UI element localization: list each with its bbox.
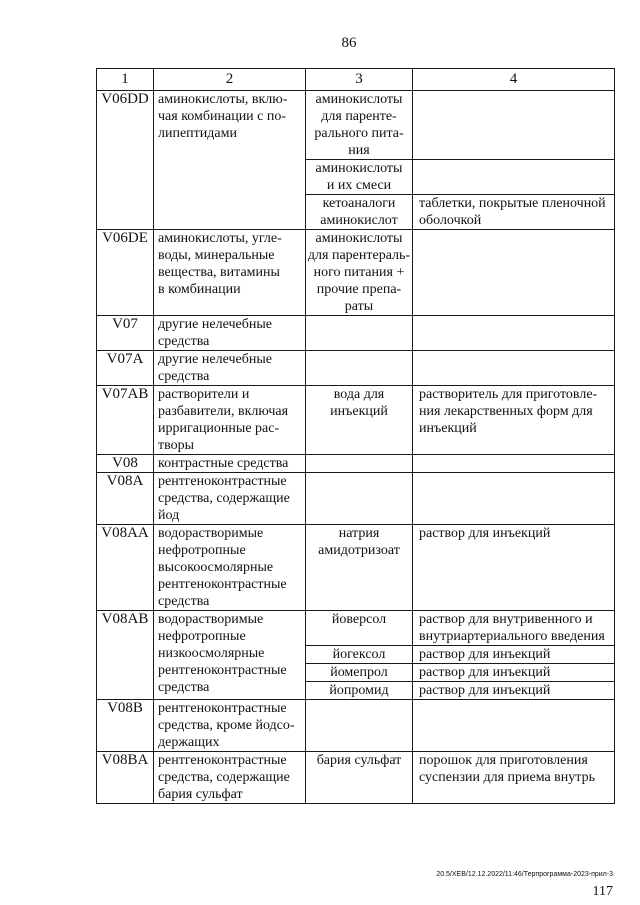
cell-text-line: V06DE [102, 230, 148, 246]
group-name-cell [154, 91, 306, 230]
dosage-form-cell [413, 230, 615, 316]
cell-text-line: контрастные средства [158, 456, 289, 471]
dosage-form-cell [413, 525, 615, 611]
drug-name-cell [306, 455, 413, 473]
dosage-form-cell [413, 386, 615, 455]
cell-text-line: кетоаналоги [322, 196, 396, 211]
cell-text-line: липептидами [158, 126, 237, 141]
cell-text-line: вещества, витамины [158, 265, 280, 280]
atc-code-cell [97, 91, 154, 230]
drug-name-cell [306, 752, 413, 804]
cell-text-line: раствор для инъекций [419, 665, 551, 680]
group-name-cell [154, 230, 306, 316]
sheet-number: 117 [592, 884, 613, 899]
cell-text-line: V07A [106, 351, 144, 367]
cell-text-line: V06DD [101, 91, 149, 107]
cell-text-line: разбавители, включая [158, 404, 289, 419]
cell-text-line: аминокислоты [315, 92, 403, 107]
dosage-form-cell [413, 700, 615, 752]
atc-code-cell [97, 473, 154, 525]
cell-text-line: средства [158, 334, 210, 349]
dosage-form-cell [413, 664, 615, 682]
cell-text-line: водорастворимые [158, 612, 264, 627]
cell-text-line: аминокислоты, угле- [158, 231, 282, 246]
group-name-cell [154, 455, 306, 473]
drug-name-cell [306, 91, 413, 160]
cell-text-line: V07AB [101, 386, 149, 402]
cell-text-line: для парентераль- [307, 248, 411, 263]
cell-text-line: чая комбинации с по- [158, 109, 287, 124]
drug-classification-table [96, 68, 615, 804]
cell-text-line: для паренте- [321, 109, 397, 124]
drug-name-cell [306, 525, 413, 611]
group-name-cell [154, 351, 306, 386]
column-header-group: 2 [154, 69, 306, 91]
cell-text-line: V07 [112, 316, 138, 332]
cell-text-line: ирригационные рас- [158, 421, 280, 436]
atc-code-cell [97, 700, 154, 752]
cell-text-line: растворитель для приготовле- [419, 387, 598, 402]
table-row [97, 611, 615, 646]
drug-name-cell [306, 195, 413, 230]
cell-text-line: водорастворимые [158, 526, 264, 541]
cell-text-line: рентгеноконтрастные [158, 577, 287, 592]
cell-text-line: V08AB [101, 611, 149, 627]
document-stamp: 20.5/ХЕВ/12.12.2022/11:46/Терпрограмма-2023-прил-3 [436, 871, 613, 878]
dosage-form-cell [413, 646, 615, 664]
cell-text-line: творы [158, 438, 195, 453]
table-body [97, 91, 615, 804]
cell-text-line: раствор для инъекций [419, 683, 551, 698]
page-number: 86 [341, 35, 357, 51]
dosage-form-cell [413, 611, 615, 646]
drug-name-cell [306, 700, 413, 752]
cell-text-line: аминокислот [320, 213, 398, 228]
drug-name-cell [306, 473, 413, 525]
dosage-form-cell [413, 316, 615, 351]
dosage-form-cell [413, 195, 615, 230]
group-name-cell [154, 473, 306, 525]
cell-text-line: средства, кроме йодсо- [158, 718, 295, 733]
group-name-cell [154, 611, 306, 700]
table-row [97, 230, 615, 316]
atc-code-cell [97, 386, 154, 455]
cell-text-line: V08BA [101, 752, 149, 768]
group-name-cell [154, 386, 306, 455]
cell-text-line: воды, минеральные [158, 248, 275, 263]
cell-text-line: высокоосмолярные [158, 560, 274, 575]
header-row [97, 69, 615, 91]
cell-text-line: средства, содержащие [158, 770, 290, 785]
drug-name-cell [306, 646, 413, 664]
cell-text-line: средства [158, 680, 210, 695]
cell-text-line: инъекций [330, 404, 388, 419]
cell-text-line: натрия [338, 526, 380, 541]
cell-text-line: раствор для инъекций [419, 647, 551, 662]
column-header-drug: 3 [306, 69, 413, 91]
dosage-form-cell [413, 682, 615, 700]
cell-text-line: рального пита- [314, 126, 404, 141]
table-row [97, 700, 615, 752]
cell-text-line: держащих [158, 735, 220, 750]
cell-text-line: ного питания + [313, 265, 405, 280]
drug-name-cell [306, 664, 413, 682]
table-row [97, 473, 615, 525]
cell-text-line: нефротропные [158, 543, 246, 558]
atc-code-cell [97, 351, 154, 386]
drug-name-cell [306, 611, 413, 646]
drug-name-cell [306, 386, 413, 455]
table-row [97, 525, 615, 611]
atc-code-cell [97, 525, 154, 611]
group-name-cell [154, 525, 306, 611]
cell-text-line: инъекций [419, 421, 477, 436]
cell-text-line: другие нелечебные [158, 352, 272, 367]
column-header-form: 4 [413, 69, 615, 91]
cell-text-line: йогексол [332, 647, 386, 662]
cell-text-line: йод [158, 508, 180, 523]
dosage-form-cell [413, 455, 615, 473]
cell-text-line: таблетки, покрытые пленочной [419, 196, 606, 211]
group-name-cell [154, 316, 306, 351]
cell-text-line: средства [158, 369, 210, 384]
cell-text-line: рентгеноконтрастные [158, 663, 287, 678]
table-row [97, 316, 615, 351]
cell-text-line: средства, содержащие [158, 491, 290, 506]
cell-text-line: рентгеноконтрастные [158, 701, 287, 716]
cell-text-line: растворители и [158, 387, 250, 402]
atc-code-cell [97, 611, 154, 700]
cell-text-line: вода для [333, 387, 385, 402]
drug-name-cell [306, 160, 413, 195]
cell-text-line: йоверсол [331, 612, 387, 627]
cell-text-line: V08B [107, 700, 143, 716]
drug-name-cell [306, 682, 413, 700]
cell-text-line: бария сульфат [316, 753, 402, 768]
cell-text-line: средства [158, 594, 210, 609]
cell-text-line: ния [348, 143, 370, 158]
drug-name-cell [306, 316, 413, 351]
cell-text-line: в комбинации [158, 282, 241, 297]
atc-code-cell [97, 316, 154, 351]
atc-code-cell [97, 230, 154, 316]
dosage-form-cell [413, 160, 615, 195]
cell-text-line: рентгеноконтрастные [158, 753, 287, 768]
cell-text-line: аминокислоты [315, 231, 403, 246]
table-row [97, 386, 615, 455]
column-header-code: 1 [97, 69, 154, 91]
table-row [97, 752, 615, 804]
cell-text-line: внутриартериального введения [419, 629, 605, 644]
cell-text-line: оболочкой [419, 213, 482, 228]
cell-text-line: V08 [112, 455, 138, 471]
dosage-form-cell [413, 473, 615, 525]
cell-text-line: амидотризоат [318, 543, 400, 558]
cell-text-line: раты [344, 299, 374, 314]
group-name-cell [154, 752, 306, 804]
cell-text-line: раствор для инъекций [419, 526, 551, 541]
table-row [97, 455, 615, 473]
cell-text-line: ния лекарственных форм для [419, 404, 593, 419]
atc-code-cell [97, 455, 154, 473]
group-name-cell [154, 700, 306, 752]
cell-text-line: V08A [106, 473, 144, 489]
cell-text-line: нефротропные [158, 629, 246, 644]
cell-text-line: йопромид [329, 683, 389, 698]
table-row [97, 91, 615, 160]
cell-text-line: раствор для внутривенного и [419, 612, 593, 627]
drug-name-cell [306, 230, 413, 316]
cell-text-line: и их смеси [326, 178, 392, 193]
atc-code-cell [97, 752, 154, 804]
dosage-form-cell [413, 351, 615, 386]
cell-text-line: другие нелечебные [158, 317, 272, 332]
cell-text-line: аминокислоты [315, 161, 403, 176]
cell-text-line: прочие препа- [316, 282, 402, 297]
dosage-form-cell [413, 91, 615, 160]
drug-name-cell [306, 351, 413, 386]
cell-text-line: V08AA [101, 525, 149, 541]
cell-text-line: аминокислоты, вклю- [158, 92, 288, 107]
dosage-form-cell [413, 752, 615, 804]
table-header [97, 69, 615, 91]
cell-text-line: бария сульфат [158, 787, 243, 802]
cell-text-line: порошок для приготовления [419, 753, 588, 768]
table-row [97, 351, 615, 386]
cell-text-line: суспензии для приема внутрь [419, 770, 595, 785]
cell-text-line: низкоосмолярные [158, 646, 265, 661]
cell-text-line: рентгеноконтрастные [158, 474, 287, 489]
cell-text-line: йомепрол [330, 665, 388, 680]
